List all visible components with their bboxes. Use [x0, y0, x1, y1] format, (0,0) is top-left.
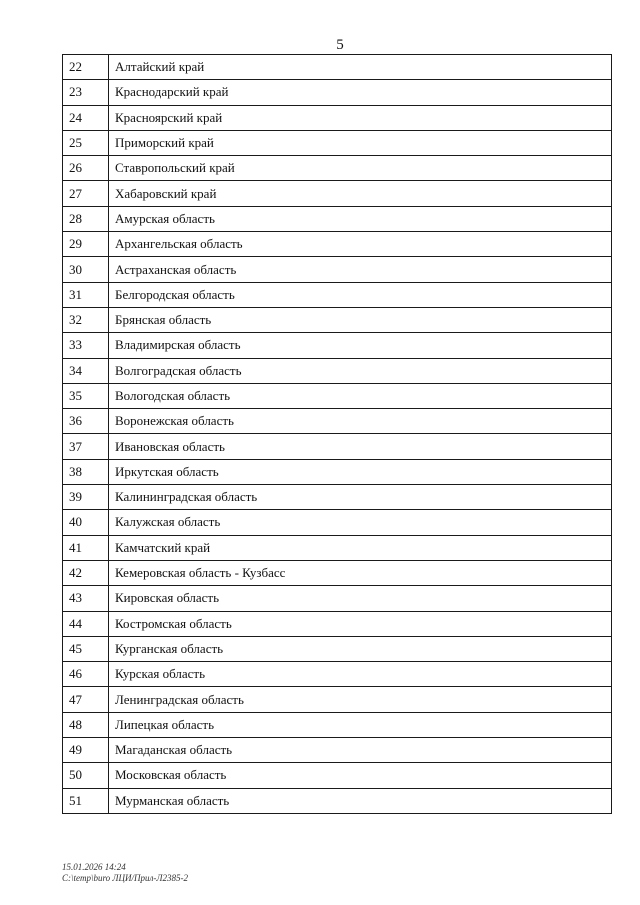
footer-timestamp: 15.01.2026 14:24 [62, 862, 126, 872]
row-number-cell: 36 [63, 409, 109, 434]
table-row [63, 80, 612, 105]
table-row [63, 763, 612, 788]
row-number-cell: 48 [63, 712, 109, 737]
table-row [63, 358, 612, 383]
row-number-cell: 28 [63, 206, 109, 231]
table-row [63, 485, 612, 510]
row-number-cell: 25 [63, 130, 109, 155]
region-name-cell: Кемеровская область - Кузбасс [109, 560, 612, 585]
table-row [63, 738, 612, 763]
region-name-cell: Иркутская область [109, 459, 612, 484]
row-number-cell: 23 [63, 80, 109, 105]
footer [62, 862, 188, 884]
row-number-cell: 34 [63, 358, 109, 383]
table-row [63, 257, 612, 282]
region-name-cell: Белгородская область [109, 282, 612, 307]
table-row [63, 788, 612, 813]
row-number-cell: 31 [63, 282, 109, 307]
table-row [63, 130, 612, 155]
region-name-cell: Брянская область [109, 307, 612, 332]
region-name-cell: Владимирская область [109, 333, 612, 358]
table-row [63, 611, 612, 636]
table-row [63, 156, 612, 181]
row-number-cell: 35 [63, 383, 109, 408]
region-name-cell: Приморский край [109, 130, 612, 155]
regions-table [62, 54, 612, 814]
table-row [63, 560, 612, 585]
table-row [63, 687, 612, 712]
table-row [63, 434, 612, 459]
row-number-cell: 33 [63, 333, 109, 358]
table-row [63, 636, 612, 661]
row-number-cell: 39 [63, 485, 109, 510]
region-name-cell: Волгоградская область [109, 358, 612, 383]
row-number-cell: 46 [63, 662, 109, 687]
region-name-cell: Ивановская область [109, 434, 612, 459]
region-name-cell: Курганская область [109, 636, 612, 661]
region-name-cell: Архангельская область [109, 232, 612, 257]
table-row [63, 712, 612, 737]
row-number-cell: 24 [63, 105, 109, 130]
row-number-cell: 51 [63, 788, 109, 813]
table-row [63, 409, 612, 434]
regions-table-body [63, 55, 612, 814]
table-row [63, 459, 612, 484]
row-number-cell: 27 [63, 181, 109, 206]
region-name-cell: Кировская область [109, 586, 612, 611]
row-number-cell: 37 [63, 434, 109, 459]
table-row [63, 206, 612, 231]
table-row [63, 232, 612, 257]
table-row [63, 105, 612, 130]
table-row [63, 181, 612, 206]
table-row [63, 535, 612, 560]
row-number-cell: 42 [63, 560, 109, 585]
region-name-cell: Алтайский край [109, 55, 612, 80]
table-row [63, 307, 612, 332]
row-number-cell: 41 [63, 535, 109, 560]
region-name-cell: Московская область [109, 763, 612, 788]
region-name-cell: Ленинградская область [109, 687, 612, 712]
region-name-cell: Камчатский край [109, 535, 612, 560]
table-row [63, 586, 612, 611]
region-name-cell: Краснодарский край [109, 80, 612, 105]
row-number-cell: 32 [63, 307, 109, 332]
region-name-cell: Хабаровский край [109, 181, 612, 206]
row-number-cell: 44 [63, 611, 109, 636]
region-name-cell: Ставропольский край [109, 156, 612, 181]
row-number-cell: 50 [63, 763, 109, 788]
row-number-cell: 40 [63, 510, 109, 535]
row-number-cell: 22 [63, 55, 109, 80]
row-number-cell: 38 [63, 459, 109, 484]
row-number-cell: 29 [63, 232, 109, 257]
page-number: 5 [336, 37, 344, 53]
region-name-cell: Калининградская область [109, 485, 612, 510]
table-row [63, 55, 612, 80]
row-number-cell: 26 [63, 156, 109, 181]
table-row [63, 662, 612, 687]
region-name-cell: Калужская область [109, 510, 612, 535]
table-row [63, 333, 612, 358]
table-row [63, 510, 612, 535]
region-name-cell: Липецкая область [109, 712, 612, 737]
row-number-cell: 30 [63, 257, 109, 282]
table-row [63, 282, 612, 307]
table-row [63, 383, 612, 408]
row-number-cell: 43 [63, 586, 109, 611]
row-number-cell: 45 [63, 636, 109, 661]
region-name-cell: Красноярский край [109, 105, 612, 130]
region-name-cell: Вологодская область [109, 383, 612, 408]
row-number-cell: 47 [63, 687, 109, 712]
region-name-cell: Курская область [109, 662, 612, 687]
region-name-cell: Амурская область [109, 206, 612, 231]
region-name-cell: Астраханская область [109, 257, 612, 282]
row-number-cell: 49 [63, 738, 109, 763]
footer-file-path: C:\temp\buro ЛЦИ/Прил-Л2385-2 [62, 873, 189, 883]
region-name-cell: Воронежская область [109, 409, 612, 434]
region-name-cell: Костромская область [109, 611, 612, 636]
region-name-cell: Магаданская область [109, 738, 612, 763]
region-name-cell: Мурманская область [109, 788, 612, 813]
